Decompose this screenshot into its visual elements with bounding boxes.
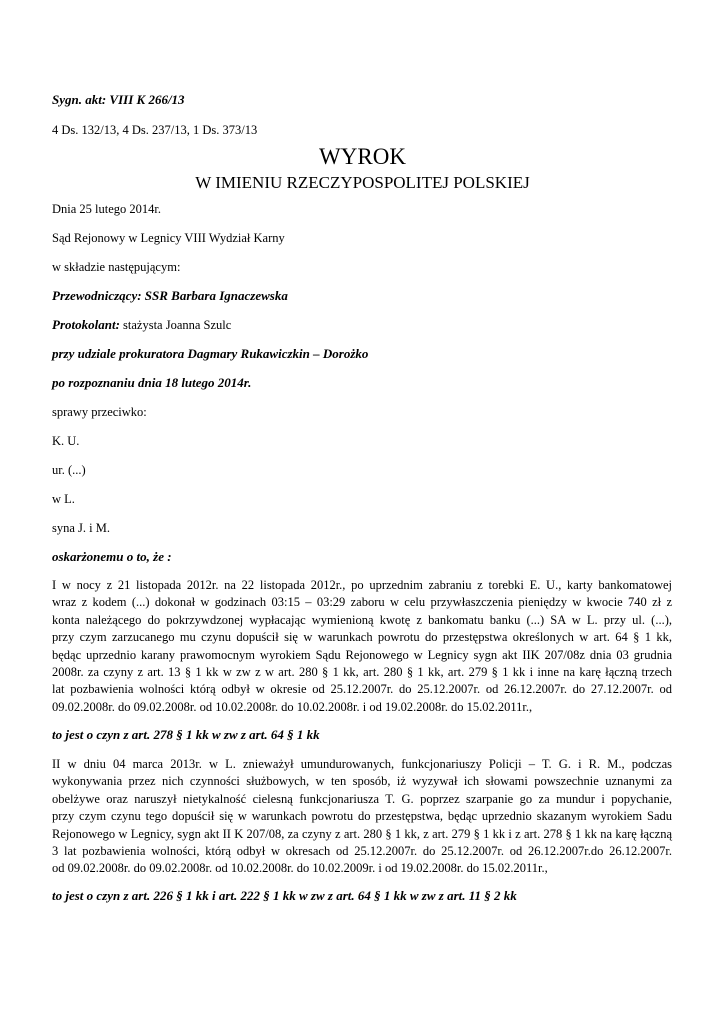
document-subtitle: W IMIENIU RZECZYPOSPOLITEJ POLSKIEJ bbox=[195, 173, 530, 192]
charge-1-line: przy czym zarzucanego mu czynu dopuścił się w warunkach powrotu do przestępstwa określonych w art. 64 § 1 kk, bbox=[52, 630, 672, 645]
judgment-date: Dnia 25 lutego 2014r. bbox=[52, 202, 162, 216]
charge-2-qualification: to jest o czyn z art. 226 § 1 kk i art. 222 § 1 kk w zw z art. 64 § 1 kk w zw z art. 11 § 2 kk bbox=[52, 888, 517, 903]
defendant-place: w L. bbox=[52, 492, 75, 506]
charge-1-line: wraz z kodem (...) dokonał w godzinach 03:15 – 03:29 zaboru w celu przywłaszczenia pieniędzy w kwocie 740 zł z bbox=[52, 595, 672, 610]
case-signature: Sygn. akt: VIII K 266/13 bbox=[52, 92, 185, 107]
hearing-date: po rozpoznaniu dnia 18 lutego 2014r. bbox=[52, 375, 252, 390]
charge-2-line: przy czym czynu tego dopuścił się w warunkach powrotu do przestępstwa, będąc uprzednio skazanym wyrokiem Sadu bbox=[52, 809, 672, 824]
charge-2-text bbox=[52, 756, 672, 878]
charge-2-line: 3 lat pozbawienia wolności, którą odbył w okresach od 25.12.2007r. do 25.12.2007r. od 26.12.2007r.do 26.12.2007r. bbox=[52, 844, 672, 859]
prosecutor-line: przy udziale prokuratora Dagmary Rukawiczkin – Dorożko bbox=[52, 346, 369, 361]
charge-1-line: konta należącego do pokrzywdzonej wypłacając wymienioną kwotę z bankomatu banku (...) SA w L. przy ul. (...), bbox=[52, 612, 672, 627]
charge-1-line: 2008r. za czyny z art. 13 § 1 kk w zw z w art. 280 § 1 kk, art. 280 § 1 kk, art. 279 § 1 kk i inne na karę łączną trzech bbox=[52, 665, 672, 680]
charge-1-line: lat pozbawienia wolności którą odbył w okresie od 25.12.2007r. do 25.12.2007r. od 26.12.2007r. do 27.12.2007r. od bbox=[52, 682, 672, 697]
case-references: 4 Ds. 132/13, 4 Ds. 237/13, 1 Ds. 373/13 bbox=[52, 123, 258, 137]
clerk-line bbox=[52, 317, 231, 333]
charge-1-line: I w nocy z 21 listopada 2012r. na 22 listopada 2012r., po uprzednim zabraniu z torebki E. U., karty bankomatowej bbox=[52, 578, 672, 592]
court-name: Sąd Rejonowy w Legnicy VIII Wydział Karny bbox=[52, 231, 285, 245]
charge-2-line: wykonywania przez nich czynności służbowych, w ten sposób, iż wyzywał ich słowami powszechnie uznanymi za bbox=[52, 774, 672, 789]
case-against-label: sprawy przeciwko: bbox=[52, 405, 147, 419]
defendant-birth: ur. (...) bbox=[52, 463, 86, 477]
presiding-judge: Przewodniczący: SSR Barbara Ignaczewska bbox=[52, 288, 288, 303]
clerk-label: Protokolant: bbox=[52, 317, 120, 332]
charge-2-line: od 09.02.2008r. do 09.02.2008r. od 10.02.2008r. do 10.02.2009r. i od 19.02.2008r. do 15.02.2011r., bbox=[52, 861, 548, 876]
charge-1-qualification: to jest o czyn z art. 278 § 1 kk w zw z art. 64 § 1 kk bbox=[52, 727, 320, 742]
defendant-name: K. U. bbox=[52, 434, 80, 448]
charged-label: oskarżonemu o to, że : bbox=[52, 549, 172, 564]
charge-1-line: będąc uprzednio karany prawomocnym wyrokiem Sądu Rejonowego w Legnicy sygn akt IIK 207/08z dnia 03 grudnia bbox=[52, 647, 672, 662]
charge-2-line: II w dniu 04 marca 2013r. w L. znieważył umundurowanych, funkcjonariuszy Policji – T. G. i R. M., podczas bbox=[52, 757, 672, 771]
charge-1-line: 09.02.2008r. do 09.02.2008r. od 10.02.2008r. do 10.02.2008r. i od 19.02.2008r. do 15.02.2011r., bbox=[52, 699, 533, 714]
composition-label: w składzie następującym: bbox=[52, 260, 181, 274]
defendant-parents: syna J. i M. bbox=[52, 521, 110, 535]
charge-2-line: obelżywe oraz naruszył nietykalność cielesną funkcjonariusza T. G. poprzez szarpanie go za mundur i popychanie, bbox=[52, 791, 672, 806]
charge-1-text bbox=[52, 577, 672, 716]
document-title: WYROK bbox=[319, 144, 406, 169]
charge-2-line: Rejonowego w Legnicy, sygn akt II K 207/08, za czyny z art. 280 § 1 kk, z art. 279 § 1 kk i z art. 278 § 1 kk na karę łączną bbox=[52, 826, 672, 841]
clerk-name: stażysta Joanna Szulc bbox=[119, 318, 232, 332]
